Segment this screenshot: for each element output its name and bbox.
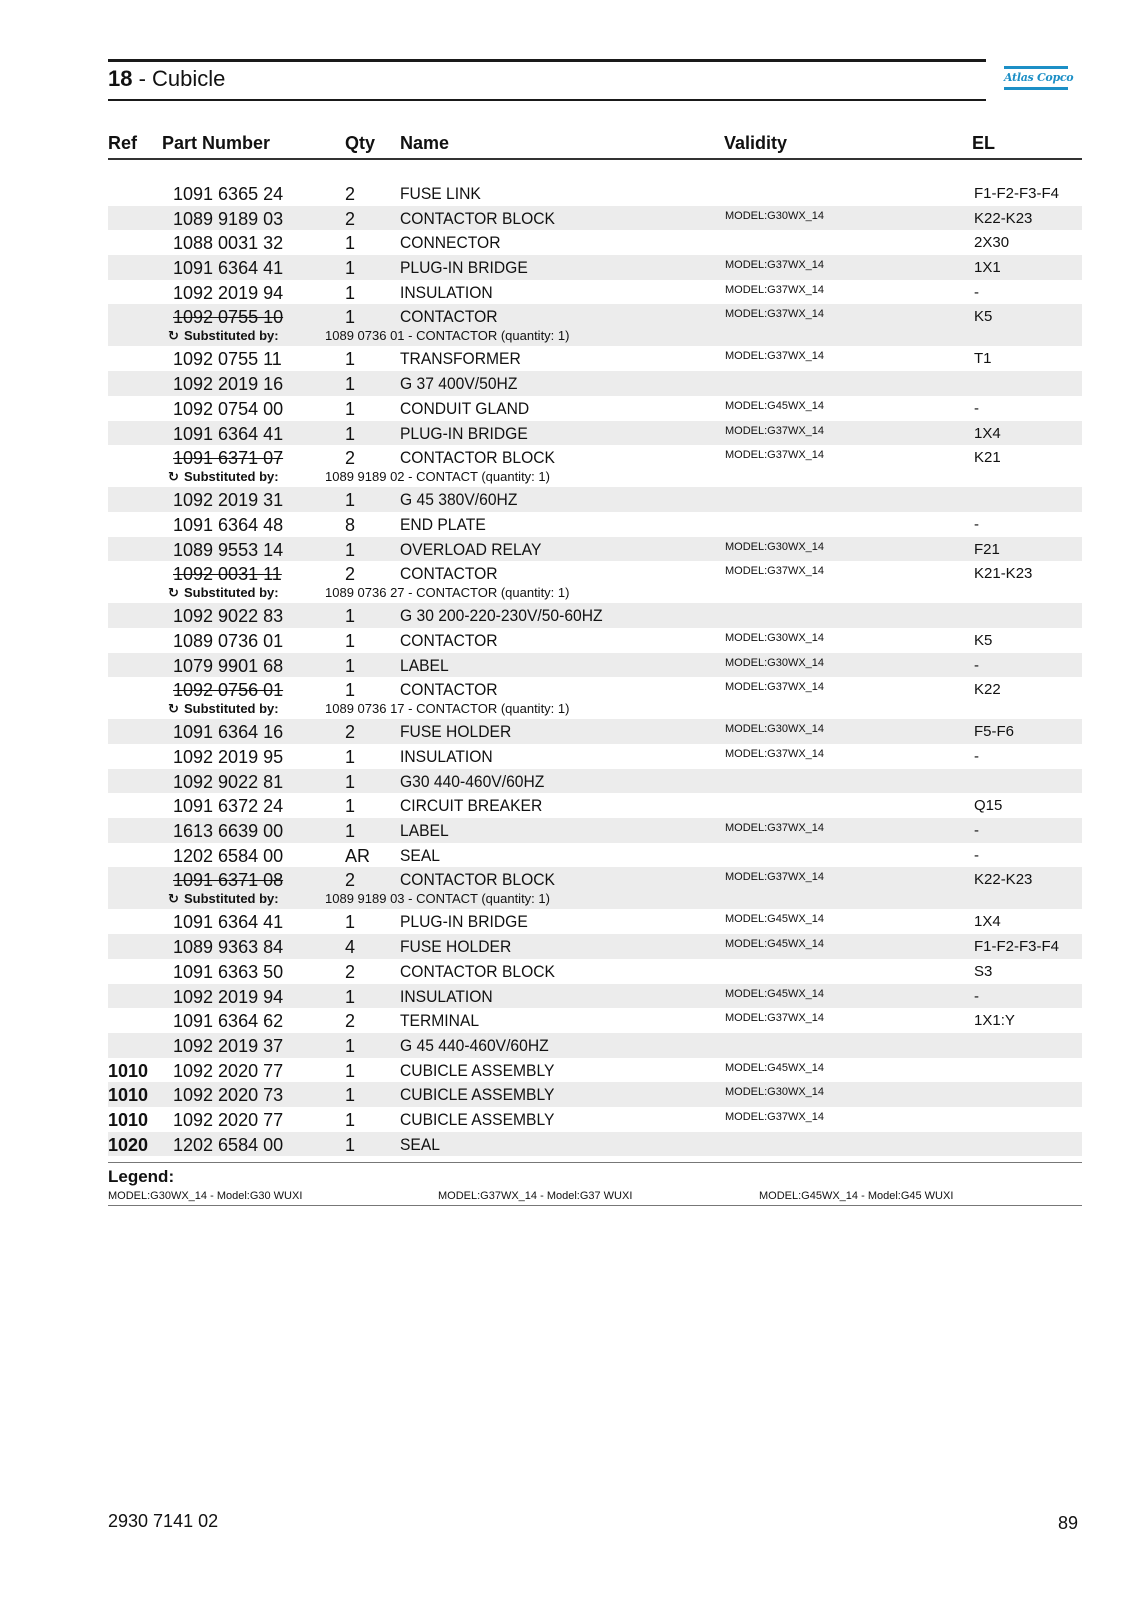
substitute-part: 1089 0736 27 - CONTACTOR (quantity: 1) — [325, 585, 570, 601]
ref-cell: 1020 — [108, 1134, 149, 1155]
table-row — [108, 1008, 1082, 1033]
qty-cell: 1 — [345, 539, 356, 560]
validity-cell: MODEL:G30WX_14 — [725, 656, 825, 669]
qty-cell: 1 — [345, 796, 356, 817]
table-row — [108, 255, 1082, 280]
name-cell: CONTACTOR BLOCK — [400, 870, 555, 890]
part-number-cell: 1079 9901 68 — [173, 655, 284, 676]
atlas-copco-logo — [1004, 64, 1074, 94]
parts-table — [108, 181, 1082, 1156]
part-number-cell: 1089 0736 01 — [173, 630, 284, 651]
el-cell: F1-F2-F3-F4 — [974, 185, 1060, 202]
el-cell: F1-F2-F3-F4 — [974, 938, 1060, 956]
part-number-cell: 1092 0755 11 — [173, 349, 282, 370]
name-cell: CONTACTOR BLOCK — [400, 961, 555, 981]
validity-cell: MODEL:G37WX_14 — [725, 565, 825, 578]
el-cell: Q15 — [974, 797, 1003, 815]
el-cell: K22-K23 — [974, 871, 1033, 889]
qty-cell: 2 — [345, 208, 356, 229]
qty-cell: 1 — [345, 258, 356, 279]
part-number-cell: 1613 6639 00 — [173, 821, 284, 842]
table-row — [108, 818, 1082, 843]
el-cell: - — [974, 656, 979, 674]
part-number-cell: 1092 0755 10 — [173, 307, 284, 328]
part-number-cell: 1092 2019 95 — [173, 747, 284, 767]
name-cell: CONTACTOR — [400, 307, 498, 327]
validity-cell: MODEL:G37WX_14 — [725, 449, 825, 462]
document-number: 2930 7141 02 — [108, 1511, 219, 1531]
name-cell: G 37 400V/50HZ — [400, 374, 518, 394]
part-number-cell: 1091 6372 24 — [173, 796, 284, 817]
substituted-by-label — [168, 468, 279, 486]
section-title: Cubicle — [152, 66, 226, 91]
el-cell: - — [974, 399, 979, 417]
name-cell: CONTACTOR — [400, 630, 498, 650]
column-header-ref: Ref — [108, 133, 138, 153]
name-cell: OVERLOAD RELAY — [400, 539, 542, 559]
substitute-part: 1089 0736 01 - CONTACTOR (quantity: 1) — [325, 328, 570, 344]
logo-text: Atlas Copco — [1004, 71, 1074, 84]
validity-cell: MODEL:G37WX_14 — [725, 259, 825, 272]
substituted-by-label — [168, 584, 279, 602]
el-cell: 1X1:Y — [974, 1012, 1015, 1030]
part-number-cell: 1091 6364 16 — [173, 722, 284, 743]
section-number: 18 — [108, 66, 133, 91]
table-row — [108, 230, 1082, 255]
table-row — [108, 537, 1082, 562]
el-cell: S3 — [974, 962, 993, 980]
validity-cell: MODEL:G37WX_14 — [725, 424, 825, 437]
substitute-part: 1089 0736 17 - CONTACTOR (quantity: 1) — [325, 701, 570, 717]
part-number-cell: 1091 6371 07 — [173, 448, 284, 469]
column-header-rule — [108, 158, 1082, 160]
logo-bar-top — [1004, 66, 1068, 69]
table-row — [108, 371, 1082, 396]
validity-cell: MODEL:G30WX_14 — [725, 209, 825, 222]
table-row — [108, 1082, 1082, 1107]
part-number-cell: 1092 2020 77 — [173, 1109, 284, 1130]
validity-cell: MODEL:G37WX_14 — [725, 308, 825, 321]
name-cell: CUBICLE ASSEMBLY — [400, 1060, 555, 1080]
substituted-by-text: Substituted by: — [184, 469, 279, 485]
table-row — [108, 181, 1082, 206]
qty-cell: 1 — [345, 1109, 356, 1130]
qty-cell: 1 — [345, 912, 356, 933]
column-header-el: EL — [972, 133, 996, 153]
qty-cell: 1 — [345, 655, 356, 676]
column-header-qty: Qty — [345, 133, 376, 153]
table-row — [108, 628, 1082, 653]
name-cell: LABEL — [400, 655, 449, 675]
substituted-by-text: Substituted by: — [184, 328, 279, 344]
table-row — [108, 421, 1082, 446]
table-row — [108, 206, 1082, 231]
name-cell: SEAL — [400, 845, 441, 865]
substitute-part: 1089 9189 03 - CONTACT (quantity: 1) — [325, 891, 550, 907]
part-number-cell: 1088 0031 32 — [173, 233, 284, 254]
name-cell: PLUG-IN BRIDGE — [400, 423, 528, 443]
el-cell: - — [974, 987, 979, 1005]
substitution-note — [108, 890, 1082, 908]
qty-cell: 2 — [345, 564, 356, 585]
table-row — [108, 280, 1082, 305]
name-cell: PLUG-IN BRIDGE — [400, 258, 528, 278]
page-title — [108, 66, 225, 92]
validity-cell: MODEL:G45WX_14 — [725, 987, 825, 1000]
el-cell: T1 — [974, 350, 992, 368]
qty-cell: 1 — [345, 821, 356, 842]
table-row — [108, 304, 1082, 346]
part-number-cell: 1092 0031 11 — [173, 564, 282, 585]
table-row — [108, 1132, 1082, 1157]
substitute-part: 1089 9189 02 - CONTACT (quantity: 1) — [325, 469, 550, 485]
el-cell: F21 — [974, 540, 1000, 558]
qty-cell: 1 — [345, 282, 356, 303]
table-row — [108, 909, 1082, 934]
part-number-cell: 1092 2019 94 — [173, 986, 284, 1007]
el-cell: 1X4 — [974, 424, 1001, 442]
table-row — [108, 512, 1082, 537]
substitution-note — [108, 468, 1082, 486]
validity-cell: MODEL:G37WX_14 — [725, 822, 825, 835]
name-cell: CONNECTOR — [400, 233, 501, 253]
refresh-icon: ↻ — [168, 585, 179, 601]
name-cell: CONTACTOR BLOCK — [400, 208, 555, 228]
name-cell: INSULATION — [400, 747, 493, 766]
name-cell: CIRCUIT BREAKER — [400, 796, 543, 816]
section-separator: - — [132, 66, 153, 91]
qty-cell: 1 — [345, 1134, 356, 1155]
el-cell: - — [974, 846, 979, 864]
table-row — [108, 1033, 1082, 1058]
part-number-cell: 1091 6371 08 — [173, 870, 284, 891]
el-cell: 1X4 — [974, 913, 1001, 931]
name-cell: INSULATION — [400, 282, 493, 302]
header-bottom-rule — [108, 99, 986, 101]
refresh-icon: ↻ — [168, 328, 179, 344]
qty-cell: 1 — [345, 771, 356, 792]
legend-item-g45: MODEL:G45WX_14 - Model:G45 WUXI — [759, 1190, 954, 1202]
name-cell: G 45 440-460V/60HZ — [400, 1035, 549, 1055]
table-row — [108, 346, 1082, 371]
legend-item-g30: MODEL:G30WX_14 - Model:G30 WUXI — [108, 1190, 303, 1202]
substitution-note — [108, 584, 1082, 602]
substituted-by-text: Substituted by: — [184, 891, 279, 907]
legend-top-rule — [108, 1162, 1082, 1163]
part-number-cell: 1092 2019 31 — [173, 490, 284, 511]
name-cell: CONTACTOR — [400, 680, 498, 700]
validity-cell: MODEL:G37WX_14 — [725, 283, 825, 296]
name-cell: LABEL — [400, 821, 449, 841]
validity-cell: MODEL:G30WX_14 — [725, 631, 825, 644]
validity-cell: MODEL:G45WX_14 — [725, 938, 825, 951]
qty-cell: 1 — [345, 680, 356, 701]
column-header-name: Name — [400, 133, 450, 153]
table-row — [108, 1058, 1082, 1083]
refresh-icon: ↻ — [168, 469, 179, 485]
table-row — [108, 719, 1082, 744]
qty-cell: 1 — [345, 307, 356, 328]
part-number-cell: 1089 9189 03 — [173, 208, 284, 229]
table-row — [108, 843, 1082, 868]
substitution-note — [108, 700, 1082, 718]
name-cell: SEAL — [400, 1134, 441, 1154]
table-row — [108, 1107, 1082, 1132]
validity-cell: MODEL:G30WX_14 — [725, 1086, 825, 1099]
table-row — [108, 793, 1082, 818]
part-number-cell: 1091 6364 41 — [173, 912, 284, 933]
part-number-cell: 1092 9022 83 — [173, 606, 284, 627]
legend-item-g37: MODEL:G37WX_14 - Model:G37 WUXI — [438, 1190, 633, 1202]
name-cell: INSULATION — [400, 986, 493, 1006]
validity-cell: MODEL:G37WX_14 — [725, 748, 825, 760]
part-number-cell: 1091 6363 50 — [173, 961, 284, 982]
qty-cell: 1 — [345, 490, 356, 511]
name-cell: FUSE LINK — [400, 184, 481, 203]
el-cell: - — [974, 748, 979, 765]
qty-cell: 1 — [345, 1060, 356, 1081]
qty-cell: 1 — [345, 349, 356, 370]
el-cell: 2X30 — [974, 234, 1010, 252]
substituted-by-label — [168, 327, 279, 345]
legend-title: Legend: — [108, 1167, 175, 1186]
el-cell: F5-F6 — [974, 723, 1015, 741]
table-row — [108, 867, 1082, 909]
part-number-cell: 1089 9553 14 — [173, 539, 284, 560]
name-cell: FUSE HOLDER — [400, 722, 512, 742]
table-row — [108, 677, 1082, 719]
part-number-cell: 1092 0754 00 — [173, 398, 284, 419]
qty-cell: 2 — [345, 184, 356, 204]
page-number: 89 — [1058, 1513, 1079, 1533]
validity-cell: MODEL:G45WX_14 — [725, 1061, 825, 1074]
qty-cell: 1 — [345, 747, 356, 767]
qty-cell: 4 — [345, 937, 356, 958]
part-number-cell: 1091 6365 24 — [173, 184, 284, 204]
el-cell: K5 — [974, 631, 993, 649]
part-number-cell: 1202 6584 00 — [173, 1134, 284, 1155]
qty-cell: 2 — [345, 448, 356, 469]
column-header-validity: Validity — [724, 133, 788, 153]
validity-cell: MODEL:G37WX_14 — [725, 871, 825, 884]
el-cell: - — [974, 515, 979, 533]
validity-cell: MODEL:G37WX_14 — [725, 350, 825, 363]
table-row — [108, 653, 1082, 678]
name-cell: G 30 200-220-230V/50-60HZ — [400, 606, 603, 626]
table-row — [108, 959, 1082, 984]
name-cell: PLUG-IN BRIDGE — [400, 912, 528, 932]
el-cell: - — [974, 283, 979, 301]
qty-cell: 1 — [345, 233, 356, 254]
table-row — [108, 934, 1082, 959]
el-cell: K5 — [974, 308, 993, 326]
name-cell: CONDUIT GLAND — [400, 398, 530, 418]
part-number-cell: 1092 2020 77 — [173, 1060, 284, 1081]
el-cell: K22 — [974, 681, 1001, 699]
qty-cell: 1 — [345, 986, 356, 1007]
part-number-cell: 1089 9363 84 — [173, 937, 284, 958]
name-cell: TERMINAL — [400, 1011, 480, 1031]
part-number-cell: 1092 2020 73 — [173, 1085, 284, 1106]
name-cell: FUSE HOLDER — [400, 937, 512, 957]
legend-bottom-rule — [108, 1205, 1082, 1206]
validity-cell: MODEL:G37WX_14 — [725, 681, 825, 694]
validity-cell: MODEL:G45WX_14 — [725, 913, 825, 926]
name-cell: TRANSFORMER — [400, 349, 521, 369]
part-number-cell: 1092 2019 37 — [173, 1035, 284, 1056]
validity-cell: MODEL:G30WX_14 — [725, 540, 825, 553]
qty-cell: AR — [345, 845, 371, 866]
table-row — [108, 769, 1082, 794]
name-cell: CUBICLE ASSEMBLY — [400, 1109, 555, 1129]
table-row — [108, 445, 1082, 487]
qty-cell: 1 — [345, 1035, 356, 1056]
name-cell: G30 440-460V/60HZ — [400, 771, 545, 791]
qty-cell: 2 — [345, 961, 356, 982]
qty-cell: 1 — [345, 374, 356, 395]
el-cell: 1X1 — [974, 259, 1001, 277]
qty-cell: 1 — [345, 1085, 356, 1106]
part-number-cell: 1092 0756 01 — [173, 680, 284, 701]
validity-cell: MODEL:G37WX_14 — [725, 1012, 825, 1025]
substituted-by-label — [168, 890, 279, 908]
header-top-rule — [108, 59, 986, 62]
refresh-icon: ↻ — [168, 891, 179, 907]
refresh-icon: ↻ — [168, 701, 179, 717]
part-number-cell: 1202 6584 00 — [173, 845, 284, 866]
ref-cell: 1010 — [108, 1085, 149, 1106]
qty-cell: 2 — [345, 722, 356, 743]
el-cell: K22-K23 — [974, 209, 1033, 227]
qty-cell: 2 — [345, 1011, 356, 1032]
substituted-by-label — [168, 700, 279, 718]
el-cell: - — [974, 822, 979, 840]
table-row — [108, 603, 1082, 628]
substituted-by-text: Substituted by: — [184, 701, 279, 717]
part-number-cell: 1092 2019 16 — [173, 374, 284, 395]
column-header-part-number: Part Number — [162, 133, 271, 153]
qty-cell: 1 — [345, 398, 356, 419]
table-row — [108, 984, 1082, 1009]
table-row — [108, 487, 1082, 512]
part-number-cell: 1091 6364 41 — [173, 423, 284, 444]
validity-cell: MODEL:G37WX_14 — [725, 1110, 825, 1123]
name-cell: CONTACTOR BLOCK — [400, 448, 555, 468]
name-cell: G 45 380V/60HZ — [400, 490, 518, 510]
logo-bar-bottom — [1004, 87, 1068, 90]
qty-cell: 1 — [345, 606, 356, 627]
substitution-note — [108, 327, 1082, 345]
table-row — [108, 744, 1082, 769]
part-number-cell: 1092 9022 81 — [173, 771, 284, 792]
part-number-cell: 1091 6364 41 — [173, 258, 284, 279]
part-number-cell: 1092 2019 94 — [173, 282, 284, 303]
name-cell: END PLATE — [400, 514, 486, 534]
name-cell: CUBICLE ASSEMBLY — [400, 1085, 555, 1105]
table-row — [108, 561, 1082, 603]
part-number-cell: 1091 6364 48 — [173, 514, 284, 535]
ref-cell: 1010 — [108, 1060, 149, 1081]
el-cell: K21 — [974, 449, 1001, 467]
ref-cell: 1010 — [108, 1109, 149, 1130]
qty-cell: 2 — [345, 870, 356, 891]
validity-cell: MODEL:G30WX_14 — [725, 723, 825, 736]
qty-cell: 1 — [345, 630, 356, 651]
table-row — [108, 396, 1082, 421]
part-number-cell: 1091 6364 62 — [173, 1011, 284, 1032]
name-cell: CONTACTOR — [400, 564, 498, 584]
validity-cell: MODEL:G45WX_14 — [725, 399, 825, 412]
el-cell: K21-K23 — [974, 565, 1033, 583]
qty-cell: 1 — [345, 423, 356, 444]
qty-cell: 8 — [345, 514, 356, 535]
substituted-by-text: Substituted by: — [184, 585, 279, 601]
